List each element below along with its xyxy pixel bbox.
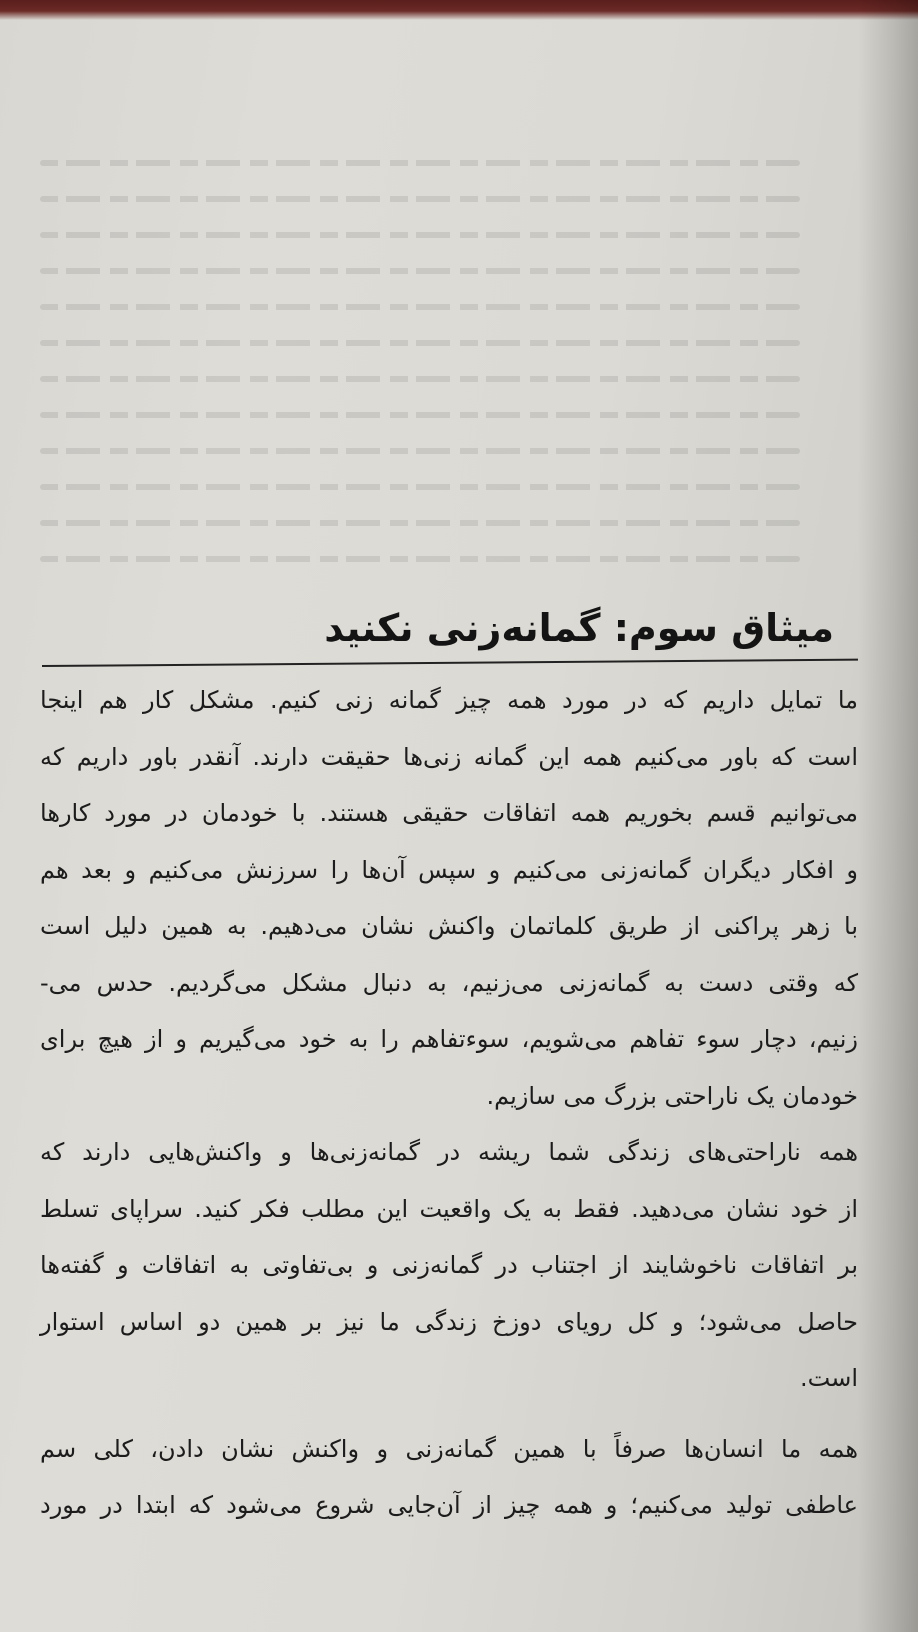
text-line: و افکار دیگران گمانه‌زنی می‌کنیم و سپس آن‌ها را سرزنش می‌کنیم و بعد هم: [40, 855, 858, 884]
text-line: با زهر پراکنی از طریق کلماتمان واکنش نشان می‌دهیم. به همین دلیل است: [40, 912, 858, 940]
book-cover-edge: [0, 0, 918, 20]
show-through-text: [40, 130, 800, 640]
text-line: همه ما انسان‌ها صرفاً با همین گمانه‌زنی و واکنش نشان دادن، کلی سم: [40, 1434, 858, 1463]
paragraph-2: [40, 1124, 858, 1407]
text-line: می‌توانیم قسم بخوریم همه اتفاقات حقیقی هستند. با خودمان در مورد کارها: [40, 799, 858, 827]
text-line: عاطفی تولید می‌کنیم؛ و همه چیز از آن‌جایی شروع می‌شود که ابتدا در مورد: [40, 1491, 858, 1519]
text-line: است که باور می‌کنیم همه این گمانه زنی‌ها حقیقت دارند. آنقدر باور داریم که: [40, 742, 858, 771]
text-line: که وقتی دست به گمانه‌زنی می‌زنیم، به دنبال مشکل می‌گردیم. حدس می-: [40, 968, 858, 997]
text-line: همه ناراحتی‌های زندگی شما ریشه در گمانه‌زنی‌ها و واکنش‌هایی دارند که: [40, 1138, 858, 1166]
body-text: [40, 672, 858, 1534]
text-line: از خود نشان می‌دهید. فقط به یک واقعیت این مطلب فکر کنید. سراپای تسلط: [40, 1194, 858, 1223]
paragraph-1: [40, 672, 858, 1124]
text-line: حاصل می‌شود؛ و کل رویای دوزخ زندگی ما نیز بر همین دو اساس استوار: [40, 1307, 858, 1336]
text-line: خودمان یک ناراحتی بزرگ می سازیم.: [486, 1081, 858, 1110]
text-line: زنیم، دچار سوء تفاهم می‌شویم، سوءتفاهم را به خود می‌گیریم و از هیچ برای: [40, 1025, 858, 1053]
text-line: است.: [800, 1364, 858, 1392]
text-line: بر اتفاقات ناخوشایند از اجتناب در گمانه‌زنی و بی‌تفاوتی به اتفاقات و گفته‌ها: [40, 1251, 858, 1279]
page-shadow: [858, 0, 918, 1632]
chapter-heading: میثاق سوم: گمانه‌زنی نکنید: [324, 606, 834, 650]
text-line: ما تمایل داریم که در مورد همه چیز گمانه زنی کنیم. مشکل کار هم اینجا: [40, 686, 858, 714]
heading-underline: [42, 659, 858, 667]
paragraph-3: [40, 1421, 858, 1534]
